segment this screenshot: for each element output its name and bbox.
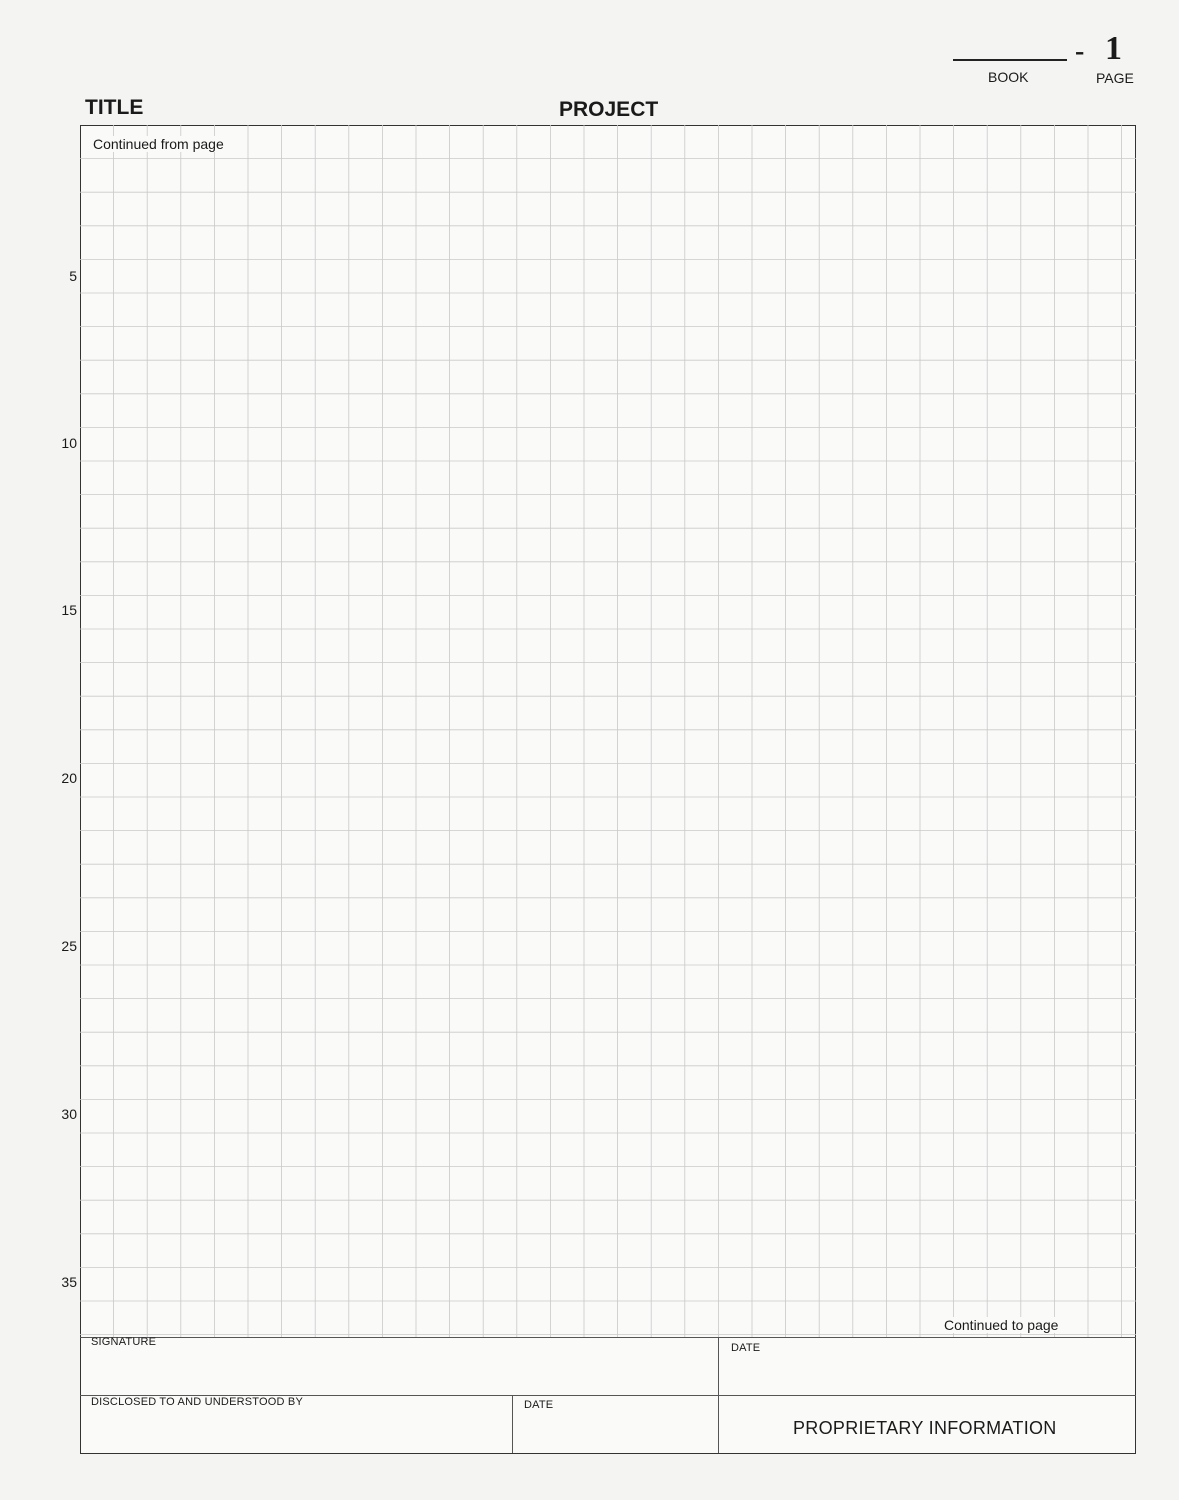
signature-date-field[interactable]: DATE — [731, 1342, 761, 1354]
disclosure-date-divider — [512, 1395, 513, 1453]
row-number: 35 — [61, 1274, 77, 1290]
continued-from-label: Continued from page — [93, 136, 228, 152]
row-number: 5 — [69, 268, 77, 284]
row-number: 30 — [61, 1106, 77, 1122]
row-number: 25 — [61, 938, 77, 954]
book-label: BOOK — [988, 69, 1029, 85]
title-label: TITLE — [85, 96, 144, 119]
row-number: 10 — [61, 435, 77, 451]
signature-field[interactable]: SIGNATURE — [91, 1336, 157, 1348]
page-label: PAGE — [1096, 70, 1134, 86]
graph-grid[interactable] — [80, 125, 1136, 1337]
row-number: 15 — [61, 602, 77, 618]
row-number: 20 — [61, 770, 77, 786]
page-number: 1 — [1105, 30, 1122, 67]
date-column-divider — [718, 1337, 719, 1453]
signature-top-divider — [80, 1337, 1136, 1338]
disclosed-to-field[interactable]: DISCLOSED TO AND UNDERSTOOD BY — [91, 1396, 303, 1408]
continued-to-label: Continued to page — [940, 1317, 1062, 1333]
book-number-line[interactable] — [953, 59, 1067, 61]
disclosure-date-field[interactable]: DATE — [524, 1399, 554, 1411]
proprietary-information-label: PROPRIETARY INFORMATION — [793, 1418, 1057, 1438]
book-page-separator: - — [1075, 36, 1085, 67]
project-label: PROJECT — [559, 98, 659, 121]
